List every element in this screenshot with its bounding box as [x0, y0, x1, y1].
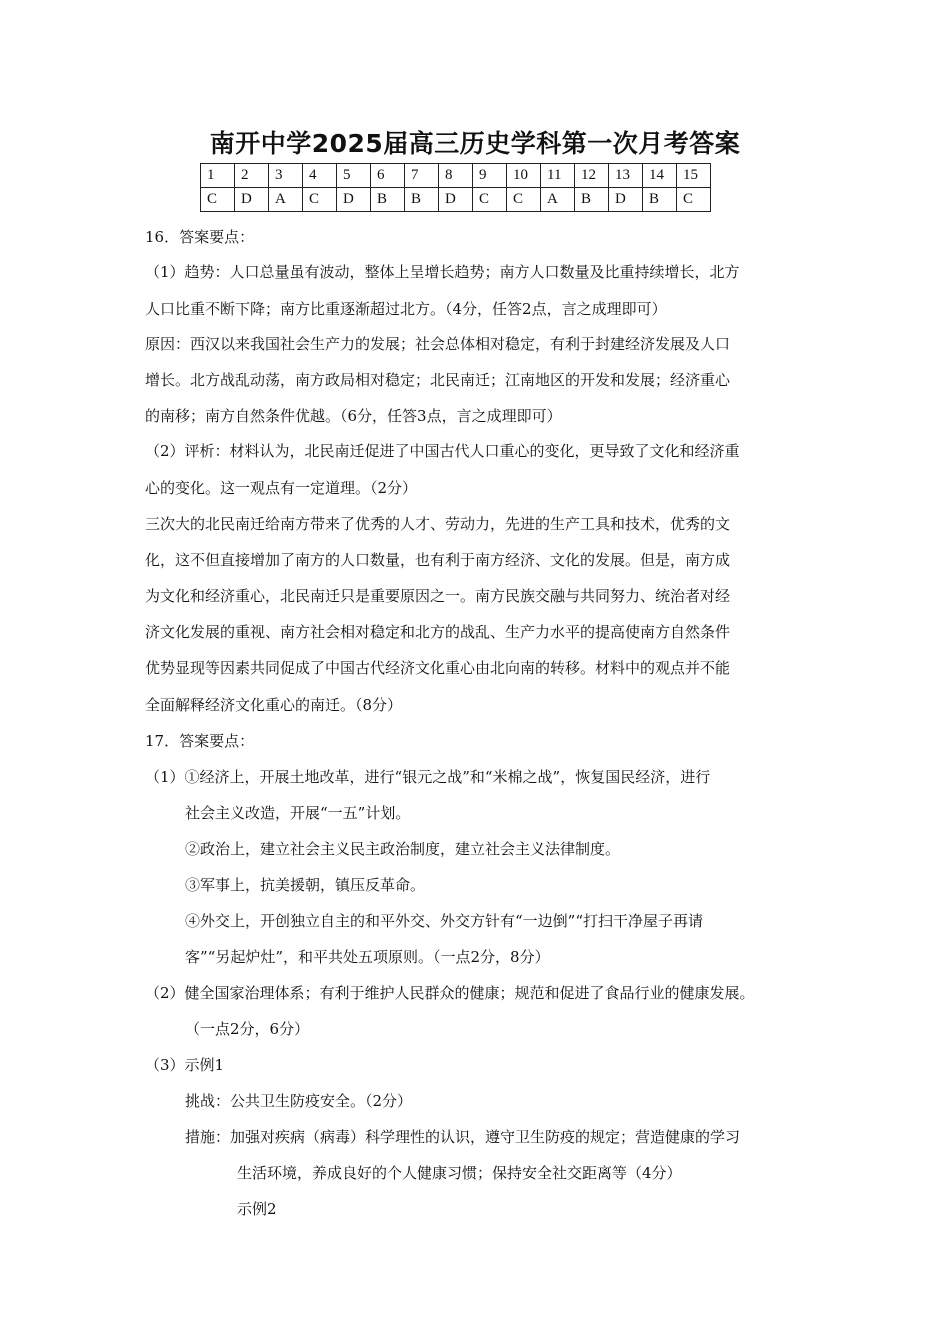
question-number: 8	[439, 164, 473, 188]
text-line: 的南移；南方自然条件优越。（6分，任答3点，言之成理即可）	[145, 407, 562, 425]
text-line: 人口比重不断下降；南方比重逐渐超过北方。（4分，任答2点，言之成理即可）	[145, 300, 667, 318]
text-line: 生活环境，养成良好的个人健康习惯；保持安全社交距离等（4分）	[237, 1164, 682, 1182]
text-line: 客”“另起炉灶”，和平共处五项原则。（一点2分，8分）	[185, 948, 550, 966]
text-line: 原因：西汉以来我国社会生产力的发展；社会总体相对稳定，有利于封建经济发展及人口	[145, 335, 731, 353]
question-number: 1	[201, 164, 235, 188]
text-line: 心的变化。这一观点有一定道理。（2分）	[145, 479, 418, 497]
q17-heading: 17．答案要点：	[145, 732, 255, 750]
question-number: 5	[337, 164, 371, 188]
answer-letter: C	[507, 188, 541, 212]
answer-letter: D	[609, 188, 643, 212]
answer-letter: B	[575, 188, 609, 212]
question-number: 4	[303, 164, 337, 188]
question-number: 15	[677, 164, 711, 188]
answer-letter: B	[371, 188, 405, 212]
question-number: 11	[541, 164, 575, 188]
text-line: ②政治上，建立社会主义民主政治制度，建立社会主义法律制度。	[185, 840, 621, 858]
answer-table	[200, 163, 711, 212]
question-number: 3	[269, 164, 303, 188]
question-number: 7	[405, 164, 439, 188]
q16-heading: 16．答案要点：	[145, 228, 255, 246]
text-line: （1）趋势：人口总量虽有波动，整体上呈增长趋势；南方人口数量及比重持续增长，北方	[145, 263, 740, 281]
question-number: 2	[235, 164, 269, 188]
text-line: 措施：加强对疾病（病毒）科学理性的认识，遵守卫生防疫的规定；营造健康的学习	[185, 1128, 741, 1146]
answer-letter: C	[201, 188, 235, 212]
text-line: （3）示例1	[145, 1056, 225, 1074]
answer-letter: D	[235, 188, 269, 212]
answer-letter: A	[541, 188, 575, 212]
text-line: 优势显现等因素共同促成了中国古代经济文化重心由北向南的转移。材料中的观点并不能	[145, 659, 731, 677]
answer-letter: A	[269, 188, 303, 212]
text-line: 济文化发展的重视、南方社会相对稳定和北方的战乱、生产力水平的提高使南方自然条件	[145, 623, 731, 641]
question-number: 13	[609, 164, 643, 188]
question-number: 14	[643, 164, 677, 188]
question-number: 10	[507, 164, 541, 188]
text-line: ④外交上，开创独立自主的和平外交、外交方针有“一边倒”“打扫干净屋子再请	[185, 912, 704, 930]
question-number: 12	[575, 164, 609, 188]
answer-letter: C	[303, 188, 337, 212]
question-number: 9	[473, 164, 507, 188]
answer-letter: C	[677, 188, 711, 212]
answer-letter: B	[643, 188, 677, 212]
answer-letter: D	[337, 188, 371, 212]
answer-letter: B	[405, 188, 439, 212]
answer-letter: D	[439, 188, 473, 212]
text-line: 增长。北方战乱动荡，南方政局相对稳定；北民南迁；江南地区的开发和发展；经济重心	[145, 371, 731, 389]
page-title: 南开中学2025届高三历史学科第一次月考答案	[209, 129, 741, 158]
text-line: 社会主义改造，开展“一五”计划。	[185, 804, 411, 822]
text-line: ③军事上，抗美援朝，镇压反革命。	[185, 876, 426, 894]
text-line: （1）①经济上，开展土地改革，进行“银元之战”和“米棉之战”，恢复国民经济，进行	[145, 768, 711, 786]
text-line: 三次大的北民南迁给南方带来了优秀的人才、劳动力，先进的生产工具和技术，优秀的文	[145, 515, 731, 533]
text-line: （2）健全国家治理体系；有利于维护人民群众的健康；规范和促进了食品行业的健康发展。	[145, 984, 755, 1002]
text-line: 示例2	[237, 1200, 277, 1218]
text-line: 挑战：公共卫生防疫安全。（2分）	[185, 1092, 413, 1110]
text-line: 为文化和经济重心，北民南迁只是重要原因之一。南方民族交融与共同努力、统治者对经	[145, 587, 731, 605]
answer-row	[201, 188, 711, 212]
question-number-row	[201, 164, 711, 188]
text-line: （一点2分，6分）	[185, 1020, 310, 1038]
text-line: （2）评析：材料认为，北民南迁促进了中国古代人口重心的变化，更导致了文化和经济重	[145, 442, 740, 460]
answer-letter: C	[473, 188, 507, 212]
question-number: 6	[371, 164, 405, 188]
text-line: 化，这不但直接增加了南方的人口数量，也有利于南方经济、文化的发展。但是，南方成	[145, 551, 731, 569]
text-line: 全面解释经济文化重心的南迁。（8分）	[145, 696, 403, 714]
